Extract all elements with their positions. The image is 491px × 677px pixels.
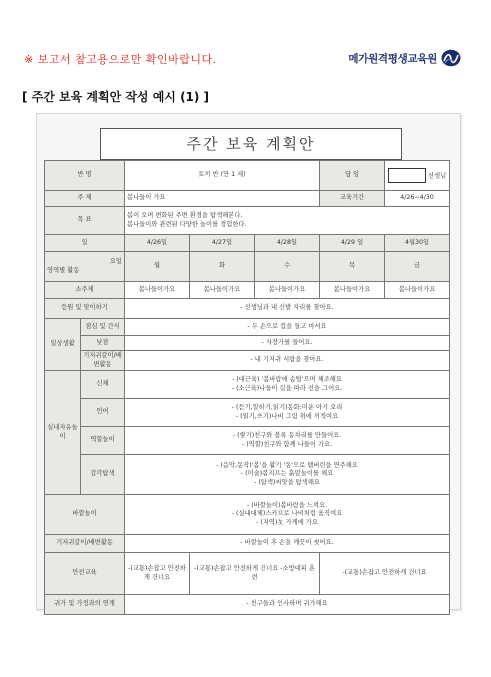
document-title: 주간 보육 계획안 [100, 128, 402, 160]
date-cell: 4/28일 [255, 235, 320, 252]
weekday-cell: 화 [190, 252, 255, 282]
row-content [125, 399, 450, 427]
teacher-name-box [388, 168, 426, 183]
area-label: 영역별 활동 [47, 266, 80, 274]
teacher-cell [385, 161, 450, 191]
notice-text: ※ 보고서 참고용으로만 확인바랍니다. [24, 53, 217, 66]
row-content: - 내 기저귀 서랍을 찾아요. [125, 351, 450, 371]
ban-label: 반 명 [45, 161, 125, 191]
content-line: - (쌓기)친구와 블록 동차리를 만들어요. [232, 432, 342, 439]
goal-value [125, 207, 450, 235]
goal-line: 봄이 오며 변화된 주변 환경을 탐색해본다. [127, 212, 243, 219]
row-content [125, 371, 450, 399]
goal-label: 목 표 [45, 207, 125, 235]
row-content: - 선생님과 내 신발 자리를 찾아요. [125, 299, 450, 319]
sojuje-cell: 봄나들이가요 [385, 282, 450, 299]
row-content [125, 455, 450, 495]
content-line: - (대근육) '봄바람에 솜털'으며 체조해요 [232, 376, 342, 383]
row-label: 기저귀갈이/배변활동 [81, 351, 125, 371]
safety-cell: -(교통)손잡고 안전하게 건너요 -소방대피 훈련 [190, 553, 320, 595]
weekly-plan-table [44, 160, 450, 615]
row-label: 귀가 및 가정과의 연계 [45, 595, 125, 615]
safety-cell: -(교통)손잡고 안전하게 건너요 [320, 553, 450, 595]
sojuje-label: 소주제 [45, 282, 125, 299]
brand-wave-logo-icon [441, 49, 461, 67]
content-line: - (바깥놀이)봄바람을 느껴요. [246, 501, 328, 509]
row-label: 점심 및 간식 [81, 319, 125, 336]
teacher-suffix: 선생님 [427, 172, 447, 180]
content-line: - (소근육)나들이 길을 따라 선을 그어요. [231, 384, 343, 392]
content-line: - (역할)친구와 함께 나들이 가요. [241, 440, 333, 448]
period-value: 4/26~4/30 [385, 191, 450, 207]
section-title: [ 주간 보육 계획안 작성 예시 (1) ] [22, 90, 210, 104]
period-label: 교육기간 [320, 191, 385, 207]
row-content: - 바깥놀이 후 손을 깨끗이 씻어요. [125, 535, 450, 553]
row-label: 신체 [81, 371, 125, 399]
sojuje-cell: 봄나들이가요 [320, 282, 385, 299]
area-yoil-cell [45, 252, 125, 282]
content-line: - (읽기,쓰기)나비 그림 위에 끼적여요 [235, 412, 339, 420]
row-content [125, 495, 450, 535]
brand [348, 49, 461, 67]
juje-value: 봄나들이 가요 [125, 191, 320, 207]
content-line: - (듣기,말하기,읽기)동화:미운 아기 오리 [231, 404, 343, 411]
content-line: - (탐색)씨앗을 탐색해요 [254, 478, 320, 486]
row-label: 언어 [81, 399, 125, 427]
row-content: - 두 손으로 컵을 들고 마셔요 [125, 319, 450, 336]
date-cell: 4/27일 [190, 235, 255, 252]
damim-label: 담 임 [320, 161, 385, 191]
date-cell: 4월30일 [385, 235, 450, 252]
group-indoor-play: 실내자유놀이 [45, 371, 81, 495]
date-cell: 4/26일 [125, 235, 190, 252]
sojuje-cell: 봄나들이가요 [255, 282, 320, 299]
goal-line: 봄나들이와 관련된 다양한 놀이를 경험한다. [127, 220, 247, 228]
juje-label: 주 제 [45, 191, 125, 207]
row-label: 바깥놀이 [45, 495, 125, 535]
row-label: 낮잠 [81, 336, 125, 351]
day-header: 일 [45, 235, 125, 252]
row-label: 역할놀이 [81, 427, 125, 455]
sojuje-cell: 봄나들이가요 [125, 282, 190, 299]
brand-name: 메가원격평생교육원 [348, 52, 437, 65]
weekday-cell: 목 [320, 252, 385, 282]
row-content [125, 427, 450, 455]
weekday-cell: 월 [125, 252, 190, 282]
content-line: - (미술)봄지프는 흙말놀이를 해요 [240, 470, 334, 478]
row-content: - 친구들과 인사하며 귀가해요 [125, 595, 450, 615]
weekday-cell: 금 [385, 252, 450, 282]
row-content: - 자장가를 들어요. [125, 336, 450, 351]
group-daily-life: 일상생활 [45, 319, 81, 371]
sojuje-cell: 봄나들이가요 [190, 282, 255, 299]
safety-cell: -(교통)손잡고 안전하게 건너요 [125, 553, 190, 595]
yoil-label: 요일 [109, 258, 123, 265]
date-cell: 4/29 일 [320, 235, 385, 252]
row-label: 안전교육 [45, 553, 125, 595]
content-line: - (실내대체)스카프로 나비처럼 움직여요 [231, 510, 343, 518]
row-label: 등원 및 맞이하기 [45, 299, 125, 319]
content-line: - (지역)놋 가게에 가요 [256, 518, 318, 526]
ban-value: 토끼 반 (만 1 세) [125, 161, 320, 191]
row-label: 감각탐색 [81, 455, 125, 495]
weekday-cell: 수 [255, 252, 320, 282]
content-line: - (음악,동작)'봄'을 활기 '동'으로 탬버린을 연주해요 [216, 461, 358, 469]
row-label: 기저귀갈이/배변활동 [45, 535, 125, 553]
